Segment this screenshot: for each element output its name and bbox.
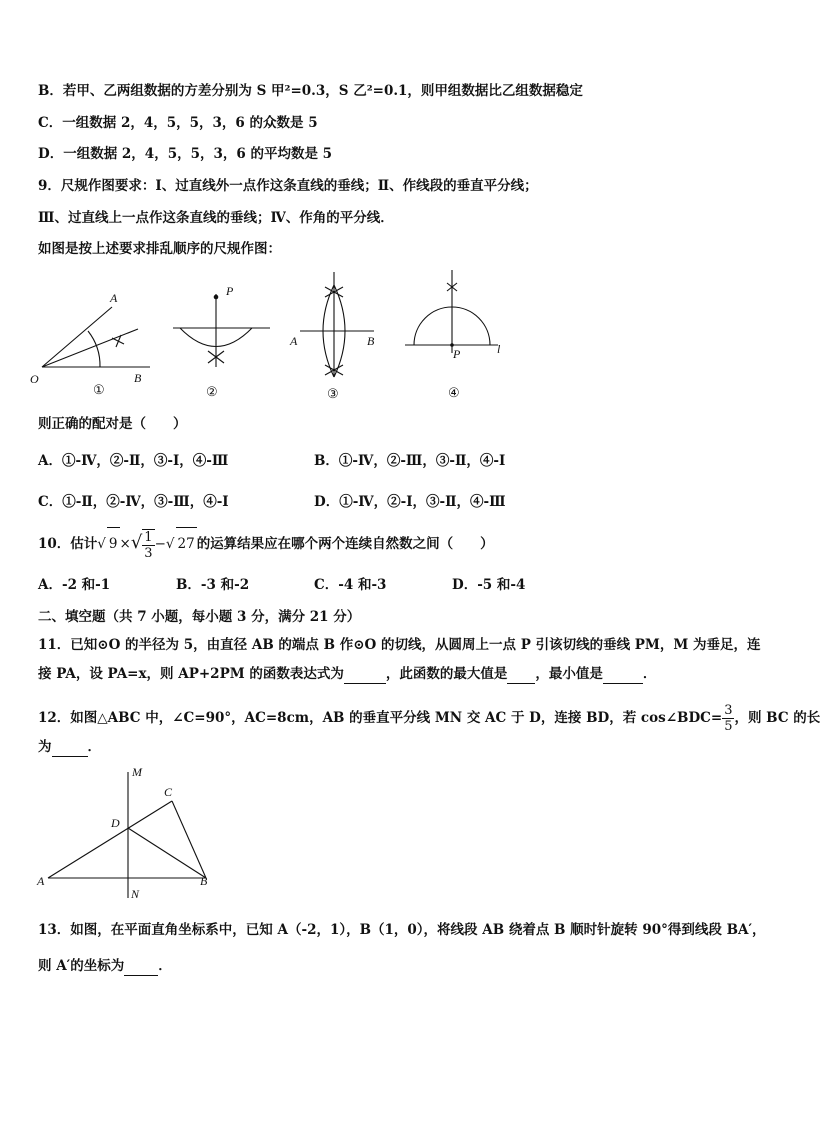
f4-number: ④ xyxy=(448,385,460,400)
q12-line1: 12．如图△ABC 中，∠C=90°，AC=8cm，AB 的垂直平分线 MN 交 AC 于 D，连接 BD，若 cos∠BDC= $\frac{3}{5}$ ，则 BC 的长 xyxy=(38,703,820,734)
segment-db xyxy=(128,828,206,878)
q9-option-d: D．①-Ⅳ，②-Ⅰ，③-Ⅱ，④-Ⅲ xyxy=(314,494,506,510)
label-b: B xyxy=(200,874,208,888)
q9-line1: 9．尺规作图要求：Ⅰ、过直线外一点作这条直线的垂线；Ⅱ、作线段的垂直平分线； xyxy=(38,178,538,194)
q8-option-c: C．一组数据 2，4，5，5，3，6 的众数是 5 xyxy=(38,115,318,131)
q12-line2: 为 ． xyxy=(38,739,101,755)
label-c: C xyxy=(164,785,173,799)
f1-arc xyxy=(88,331,100,367)
q10-line: 10．估计√ 9 ×√ $\frac{1}{3}$ −√ 27 的运算结果应在哪个两个连续自然数之间（ ） xyxy=(38,527,494,561)
q10-minus: − xyxy=(154,536,166,552)
f1-number: ① xyxy=(93,382,105,397)
q10-fraction: $\frac{1}{3}$ xyxy=(144,529,153,561)
section-heading: 二、填空题（共 7 小题，每小题 3 分，满分 21 分） xyxy=(38,609,361,625)
segment-ac xyxy=(48,801,172,878)
f1-label-o: O xyxy=(30,372,39,386)
f2-point-p xyxy=(214,295,219,300)
f1-bisector xyxy=(42,329,138,367)
q10-sqrt9: 9 xyxy=(107,527,120,560)
q13-line1: 13．如图，在平面直角坐标系中，已知 A（-2，1），B（1，0），将线段 AB 绕着点 B 顺时针旋转 90°得到线段 BA′， xyxy=(38,922,766,938)
f3-label-a: A xyxy=(290,334,298,348)
q11-line2: 接 PA，设 PA=x，则 AP+2PM 的函数表达式为 ，此函数的最大值是 ，最小值是 ． xyxy=(38,666,657,682)
q10-option-b: B．-3 和-2 xyxy=(176,577,250,593)
f4-label-l: l xyxy=(497,342,501,356)
label-d: D xyxy=(111,816,120,830)
label-a: A xyxy=(37,874,45,888)
q9-question: 则正确的配对是（ ） xyxy=(38,416,187,432)
q11-blank-2 xyxy=(507,665,535,684)
q10-option-c: C．-4 和-3 xyxy=(314,577,387,593)
q10-times: × xyxy=(119,536,131,552)
label-n: N xyxy=(131,887,140,901)
q9-construction-figures xyxy=(30,265,520,410)
q13-line2: 则 A′的坐标为 ． xyxy=(38,958,172,974)
q11-blank-3 xyxy=(603,665,643,684)
f3-label-b: B xyxy=(367,334,375,348)
q10-sqrt27: 27 xyxy=(176,527,197,560)
q9-option-b: B．①-Ⅳ，②-Ⅲ，③-Ⅱ，④-Ⅰ xyxy=(314,453,506,469)
label-m: M xyxy=(132,765,142,779)
q11-line1: 11．已知⊙O 的半径为 5，由直径 AB 的端点 B 作⊙O 的切线，从圆周上一点 P 引该切线的垂线 PM，M 为垂足，连 xyxy=(38,637,761,653)
q12-triangle-figure xyxy=(30,764,220,904)
f3-number: ③ xyxy=(327,386,339,401)
q9-line3: 如图是按上述要求排乱顺序的尺规作图： xyxy=(38,241,281,257)
q12-blank xyxy=(52,738,88,757)
f2-number: ② xyxy=(206,384,218,399)
q13-blank xyxy=(124,957,158,976)
f1-label-a: A xyxy=(110,291,118,305)
q8-option-d: D．一组数据 2，4，5，5，3，6 的平均数是 5 xyxy=(38,146,333,162)
q12-fraction: $\frac{3}{5}$ xyxy=(724,703,733,734)
q10-option-a: A．-2 和-1 xyxy=(38,577,111,593)
q10-option-d: D．-5 和-4 xyxy=(452,577,526,593)
q9-option-a: A．①-Ⅳ，②-Ⅱ，③-Ⅰ，④-Ⅲ xyxy=(38,453,229,469)
f1-label-b: B xyxy=(134,371,142,385)
q9-option-c: C．①-Ⅱ，②-Ⅳ，③-Ⅲ，④-Ⅰ xyxy=(38,494,229,510)
q9-line2: Ⅲ、过直线上一点作这条直线的垂线；Ⅳ、作角的平分线． xyxy=(38,210,394,226)
q10-suffix: 的运算结果应在哪个两个连续自然数之间（ ） xyxy=(196,536,494,552)
q11-blank-1 xyxy=(344,665,386,684)
f2-label-p: P xyxy=(226,284,234,298)
q8-option-b: B．若甲、乙两组数据的方差分别为 S 甲²=0.3，S 乙²=0.1，则甲组数据比乙组数据稳定 xyxy=(38,83,583,99)
q10-prefix: 10．估计 xyxy=(38,536,98,552)
f4-label-p: P xyxy=(453,347,461,361)
f1-ray-oa xyxy=(42,307,112,367)
